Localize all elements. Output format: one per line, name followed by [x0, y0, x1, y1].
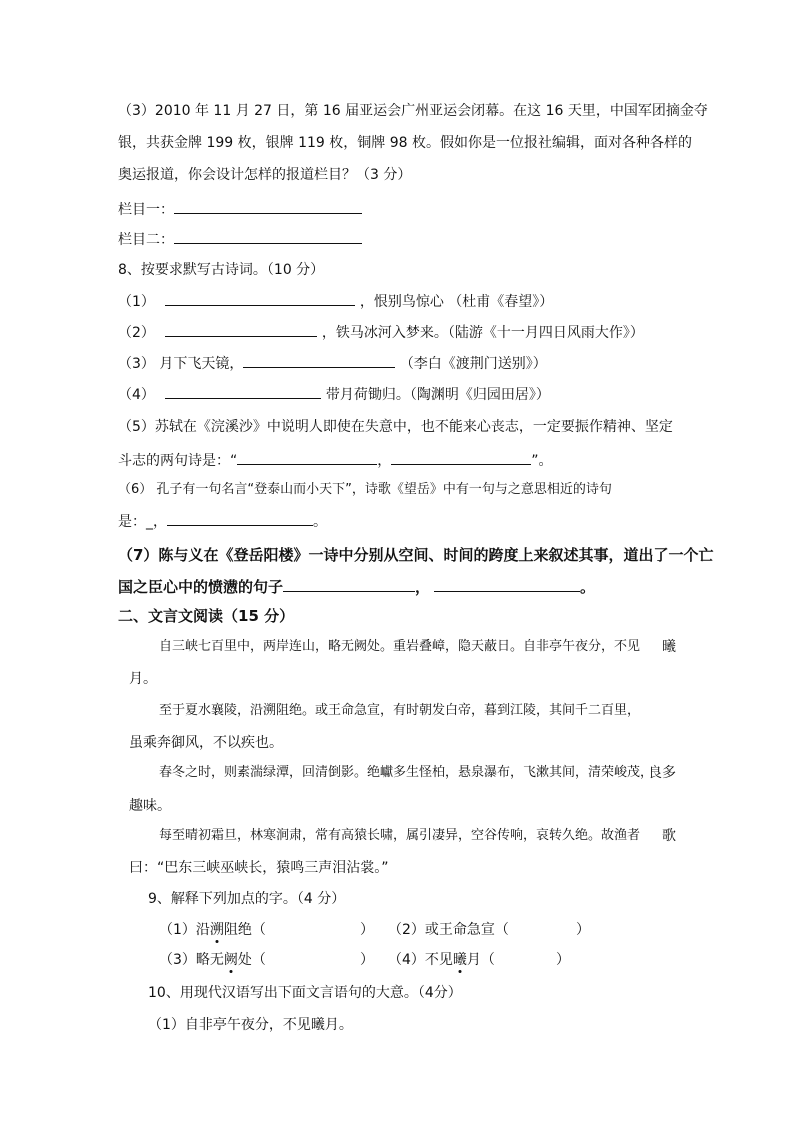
q9-title: 9、解释下列加点的字。（4 分） — [148, 891, 346, 907]
q8-item-1-text: ，恨别鸟惊心 （杜甫《春望》） — [359, 294, 554, 310]
passage-p1-line2: 月。 — [129, 671, 157, 687]
column-one-row — [118, 199, 362, 220]
q8-item-3 — [118, 353, 547, 374]
q8-item-4-num: （4） — [118, 387, 155, 403]
column-two-blank[interactable] — [174, 229, 362, 244]
column-one-label: 栏目一： — [118, 202, 174, 218]
q8-item-5-mid: ， — [377, 453, 392, 469]
q9-item-1-close: ） — [360, 922, 374, 938]
q8-item-6-pre: 是：_， — [118, 514, 167, 530]
passage-p3-line2: 趣味。 — [129, 798, 171, 814]
q9-item-3-dotted: 阙 — [223, 952, 238, 968]
q8-item-3-text: （李白《渡荆门送别》） — [399, 356, 547, 372]
passage-p3-tail: 良多 — [648, 765, 676, 781]
q9-item-3-close: ） — [360, 952, 374, 968]
q10-title: 10、用现代汉语写出下面文言语句的大意。（4分） — [148, 985, 462, 1001]
q9-item-4-dotted: 曦 — [452, 952, 467, 968]
q8-title: 8、按要求默写古诗词。（10 分） — [118, 262, 325, 278]
q9-item-4 — [388, 950, 495, 970]
q8-item-5-blank-b[interactable] — [391, 450, 531, 465]
q9-item-1-dotted: 溯 — [209, 922, 224, 938]
q3-line1: （3）2010 年 11 月 27 日，第 16 届亚运会广州亚运会闭幕。在这 16 天里，中国军团摘金夺 — [118, 103, 708, 119]
q8-item-7-blank-b[interactable] — [434, 577, 580, 592]
passage-p4-line2: 曰：“巴东三峡巫峡长，猿鸣三声泪沾裳。” — [129, 860, 389, 876]
q8-item-7-pre: 国之臣心中的愤懑的句子 — [118, 578, 284, 596]
passage-p2-line2: 虽乘奔御风，不以疾也。 — [129, 735, 283, 751]
q3-line2: 银，共获金牌 199 枚，银牌 119 枚，铜牌 98 枚。假如你是一位报社编辑，面对各种各样的 — [118, 135, 692, 151]
q8-item-5-line2 — [118, 450, 553, 471]
column-two-label: 栏目二： — [118, 232, 174, 248]
passage-p1-line1: 自三峡七百里中，两岸连山，略无阙处。重岩叠嶂，隐天蔽日。自非亭午夜分，不见 — [159, 639, 641, 654]
q8-item-7-blank-a[interactable] — [283, 577, 415, 592]
q9-item-2-close: ） — [576, 922, 590, 938]
section2-title: 二、文言文阅读（15 分） — [118, 607, 295, 625]
q8-item-6-end: 。 — [313, 514, 327, 530]
q8-item-4 — [118, 384, 550, 405]
q8-item-6-line2 — [118, 511, 327, 532]
q8-item-2-num: （2） — [118, 325, 155, 341]
q8-item-1-num: （1） — [118, 294, 155, 310]
passage-p4-line1: 每至晴初霜旦，林寒涧肃，常有高猿长啸，属引凄异，空谷传响，哀转久绝。故渔者 — [159, 828, 641, 843]
passage-p2-line1: 至于夏水襄陵，沿溯阻绝。或王命急宣，有时朝发白帝，暮到江陵，其间千二百里， — [159, 703, 641, 718]
q8-item-6-blank[interactable] — [167, 511, 313, 526]
q8-item-7-mid: ， — [415, 578, 431, 596]
column-two-row — [118, 229, 362, 250]
q8-item-6-line1: （6） 孔子有一句名言“登泰山而小天下”，诗歌《望岳》中有一句与之意思相近的诗句 — [118, 482, 612, 497]
q9-item-3-pre: （3）略无 — [159, 952, 224, 968]
passage-p4-tail: 歌 — [662, 828, 676, 844]
q8-item-7-end: 。 — [580, 578, 596, 596]
q8-item-5-end: ”。 — [531, 453, 553, 469]
q10-item-1: （1）自非亭午夜分，不见曦月。 — [148, 1017, 353, 1033]
q9-item-3 — [159, 950, 266, 970]
q9-item-4-pre: （4）不见 — [388, 952, 453, 968]
q8-item-1 — [118, 291, 553, 312]
q8-item-2 — [118, 322, 644, 343]
q8-item-4-blank[interactable] — [165, 384, 321, 399]
q9-item-1-pre: （1）沿 — [159, 922, 210, 938]
q8-item-3-pre: （3） 月下飞天镜， — [118, 356, 244, 372]
q3-line3: 奥运报道，你会设计怎样的报道栏目？（3 分） — [118, 167, 412, 183]
q9-item-2: （2）或王命急宣（ — [388, 922, 509, 938]
q9-item-3-post: 处（ — [237, 952, 266, 968]
q8-item-1-blank[interactable] — [165, 291, 355, 306]
q8-item-5-line1: （5）苏轼在《浣溪沙》中说明人即使在失意中，也不能来心丧志，一定要振作精神、坚定 — [118, 419, 673, 435]
q8-item-2-blank[interactable] — [165, 322, 317, 337]
q9-item-1 — [159, 920, 266, 940]
q9-item-1-post: 阻绝（ — [223, 922, 266, 938]
q8-item-5-pre: 斗志的两句诗是：“ — [118, 453, 238, 469]
q8-item-7-line1: （7）陈与义在《登岳阳楼》一诗中分别从空间、时间的跨度上来叙述其事，道出了一个亡 — [118, 546, 714, 564]
q8-item-3-blank[interactable] — [243, 353, 395, 368]
passage-p1-tail: 曦 — [662, 639, 676, 655]
q8-item-2-text: ，铁马冰河入梦来。（陆游《十一月四日风雨大作》） — [321, 325, 644, 341]
passage-p3-line1: 春冬之时，则素湍绿潭，回清倒影。绝巘多生怪柏，悬泉瀑布，飞漱其间，清荣峻茂， — [159, 765, 654, 780]
q9-item-4-close: ） — [556, 952, 570, 968]
column-one-blank[interactable] — [174, 199, 362, 214]
q8-item-7-line2 — [118, 577, 595, 597]
q9-item-4-post: 月（ — [466, 952, 495, 968]
q8-item-4-text: 带月荷锄归。（陶渊明《归园田居》） — [325, 387, 550, 403]
q8-item-5-blank-a[interactable] — [237, 450, 377, 465]
